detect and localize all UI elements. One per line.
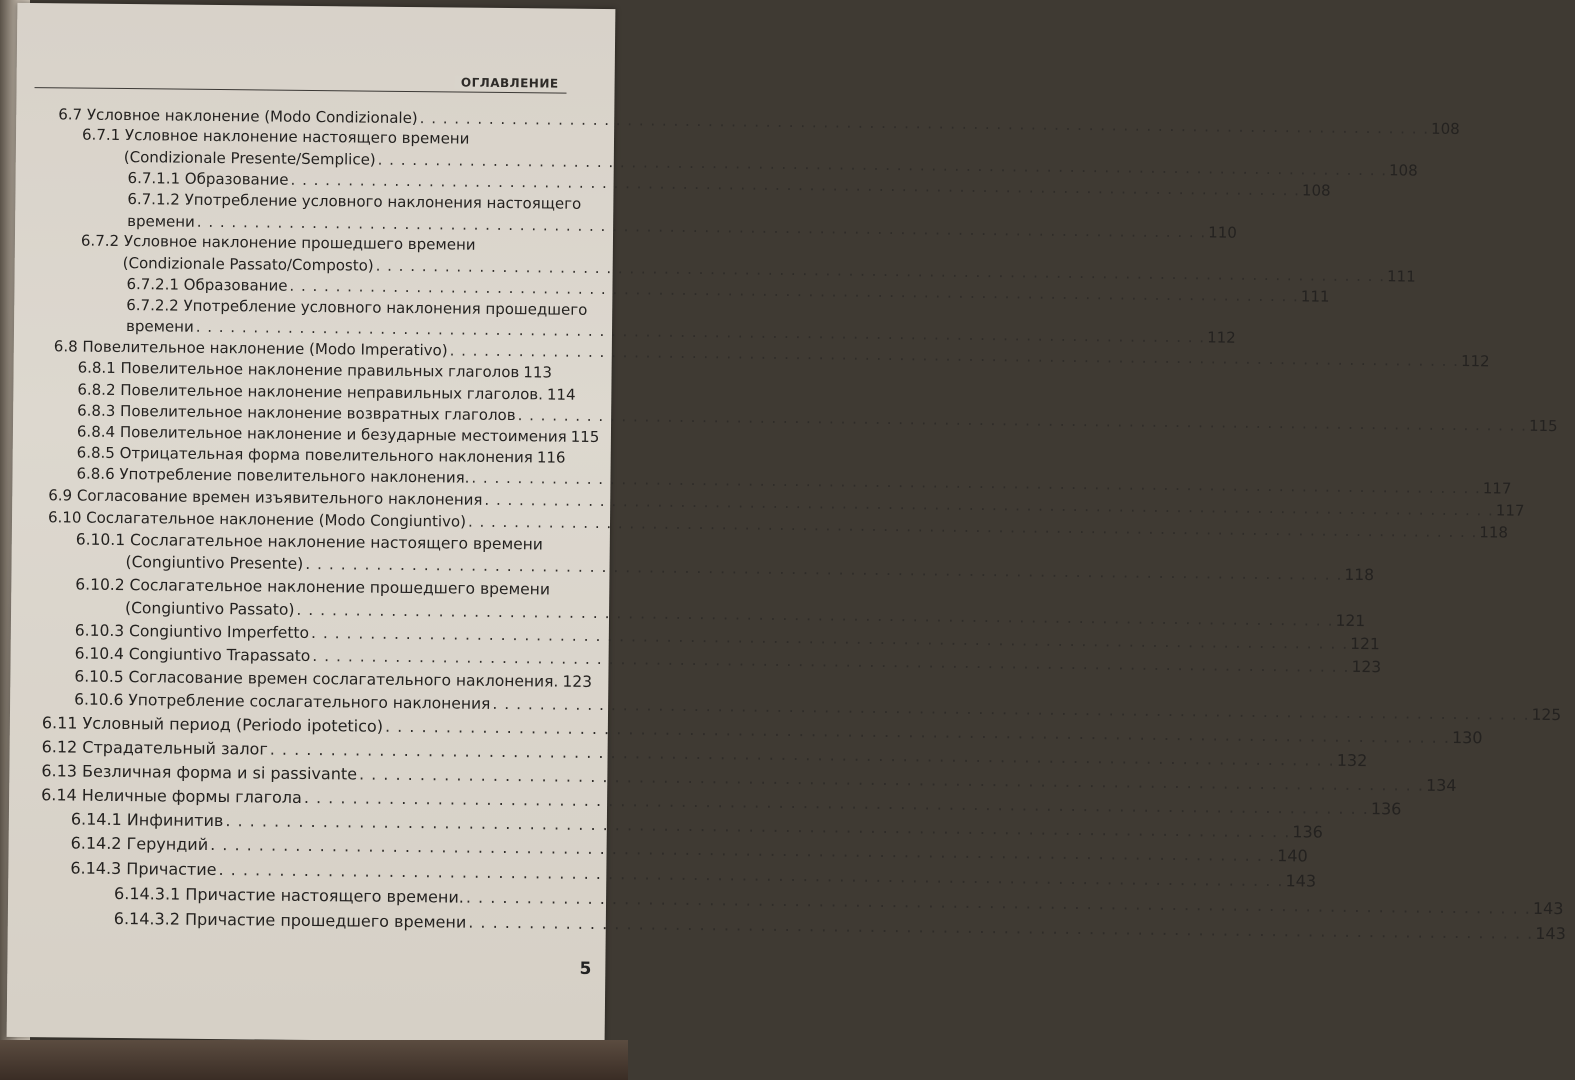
toc-entry: 6.10.3 Congiuntivo Imperfetto . . . 121 <box>75 622 559 646</box>
toc-entry: 6.7.2.1 Образование . . . 111 <box>126 275 548 297</box>
toc-entry-title: 6.7.2 Условное наклонение прошедшего времени <box>80 231 476 254</box>
toc-entry: (Condizionale Presente/Semplice) . . . 108 <box>124 148 546 170</box>
toc-entry: времени . . . 112 <box>126 317 550 339</box>
toc-entry: 6.7.1.1 Образование . . . 108 <box>128 169 546 191</box>
toc-entry: 6.10.5 Согласование времен сослагательного наклонения. . . . 123 <box>74 668 560 692</box>
book-page <box>7 3 1566 1043</box>
toc-entry: 6.8.1 Повелительное наклонение правильных глаголов . . . 113 <box>78 359 552 382</box>
toc-entry: 6.8.5 Отрицательная форма повелительного наклонения . . . 116 <box>77 444 553 467</box>
toc-entry: 6.13 Безличная форма и si passivante . . . 134 <box>41 761 567 786</box>
toc-entry-title: 6.7.1.2 Употребление условного наклонения настоящего <box>127 190 582 213</box>
toc-entry: времени . . . 110 <box>127 212 547 234</box>
toc-entry-title: 6.7.2.2 Употребление условного наклонения прошедшего <box>126 296 588 319</box>
toc-entry: 6.14.3.2 Причастие прошедшего времени . . . 143 <box>114 909 578 933</box>
toc-entry: 6.14.2 Герундий . . . 140 <box>71 834 573 858</box>
toc-entry: 6.10.6 Употребление сослагательного наклонения . . . 125 <box>74 691 562 715</box>
toc-entry: (Congiuntivo Presente) . . . 118 <box>125 553 555 576</box>
toc-entry: (Condizionale Passato/Composto) . . . 111 <box>123 254 549 276</box>
toc-entry: 6.8.4 Повелительное наклонение и безударные местоимения . . . 115 <box>77 423 551 446</box>
toc-entry: 6.8.6 Употребление повелительного наклонения. . . . 117 <box>76 465 552 488</box>
toc-entry: 6.14 Неличные формы глагола . . . 136 <box>41 785 569 810</box>
table-of-contents <box>7 3 1566 1043</box>
toc-entry: 6.8.3 Повелительное наклонение возвратных глаголов . . . 115 <box>77 402 551 425</box>
toc-entry: 6.10 Сослагательное наклонение (Modo Congiuntivo) . . . 118 <box>48 508 556 531</box>
toc-entry: 6.9 Согласование времен изъявительного наклонения . . . 117 <box>48 486 554 509</box>
toc-entry: 6.8.2 Повелительное наклонение неправильных глаголов. . . . 114 <box>77 381 551 404</box>
header-title: ОГЛАВЛЕНИЕ <box>455 75 559 90</box>
toc-entry-title: 6.10.2 Сослагательное наклонение прошедшего времени <box>75 575 551 599</box>
toc-entry: (Congiuntivo Passato) . . . 121 <box>125 599 557 622</box>
toc-entry: 6.14.3 Причастие . . . 143 <box>70 858 574 882</box>
toc-entry-title: 6.7.1 Условное наклонение настоящего времени <box>81 125 470 148</box>
toc-entry: 6.12 Страдательный залог . . . 132 <box>42 737 566 762</box>
book-edge-bottom <box>0 1040 628 1080</box>
toc-entry: 6.10.4 Congiuntivo Trapassato . . . 123 <box>75 645 559 669</box>
toc-entry: 6.7 Условное наклонение (Modo Condizionale) . . . 108 <box>58 105 544 128</box>
toc-entry: 6.14.3.1 Причастие настоящего времени. . . . 143 <box>114 884 576 908</box>
page-number: 5 <box>579 958 592 979</box>
toc-entry-title: 6.10.1 Сослагательное наклонение настоящего времени <box>75 530 544 554</box>
toc-entry: 6.8 Повелительное наклонение (Modo Imperativo) . . . 112 <box>54 337 550 360</box>
toc-entry: 6.11 Условный период (Periodo ipotetico) . . . 130 <box>42 713 564 738</box>
toc-entry: 6.14.1 Инфинитив . . . 136 <box>71 810 571 834</box>
